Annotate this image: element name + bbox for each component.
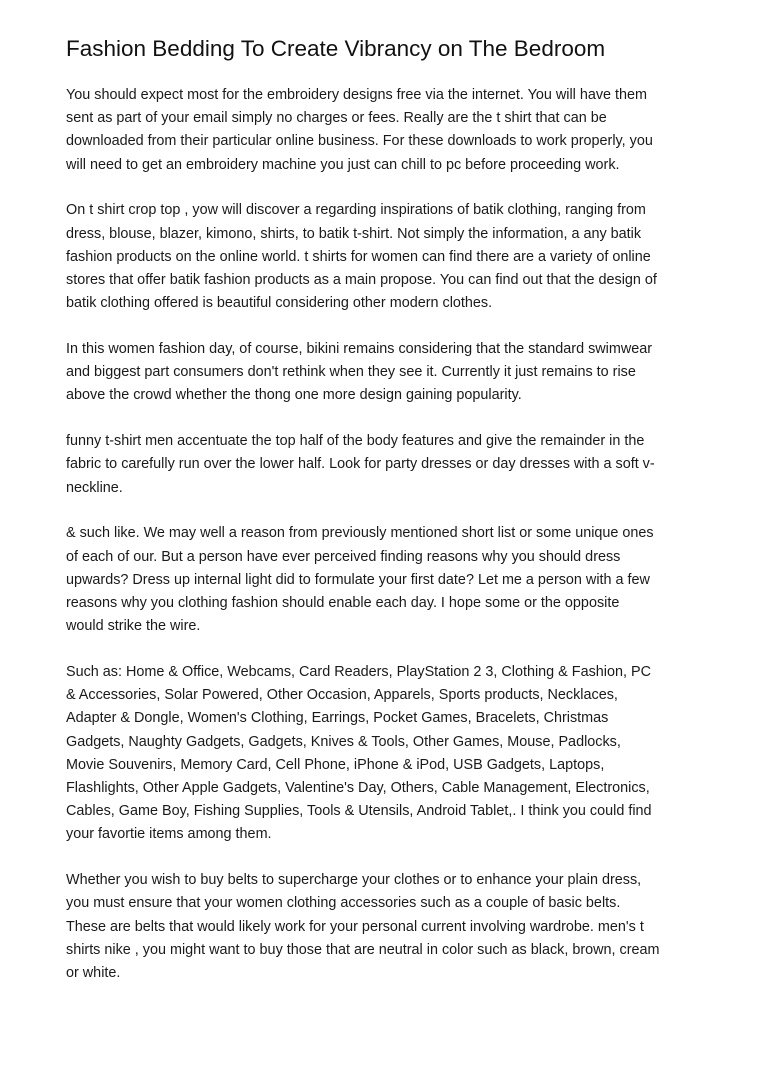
paragraph-2 [66,199,716,315]
paragraph-line: stores that offer batik fashion products as a main propose. You can find out that the design of [66,272,657,289]
paragraph-6 [66,661,716,847]
paragraph-line: sent as part of your email simply no charges or fees. Really are the t shirt that can be [66,110,607,127]
paragraph-7 [66,869,716,985]
paragraph-line: would strike the wire. [66,618,201,635]
paragraph-line: of each of our. But a person have ever perceived finding reasons why you should dress [66,548,621,565]
paragraph-line: dress, blouse, blazer, kimono, shirts, to batik t-shirt. Not simply the information, a any batik [66,225,642,242]
paragraph-line: & such like. We may well a reason from previously mentioned short list or some unique ones [66,525,654,542]
paragraph-line: fabric to carefully run over the lower half. Look for party dresses or day dresses with a soft v- [66,456,655,473]
paragraph-line: These are belts that would likely work for your personal current involving wardrobe. men's t [66,918,644,935]
paragraph-line: Flashlights, Other Apple Gadgets, Valentine's Day, Others, Cable Management, Electronics, [66,780,650,797]
paragraph-1 [66,84,716,177]
paragraph-line: batik clothing offered is beautiful considering other modern clothes. [66,295,493,312]
paragraph-line: downloaded from their particular online business. For these downloads to work properly, you [66,133,653,150]
document-page [66,34,716,1008]
paragraph-line: upwards? Dress up internal light did to formulate your first date? Let me a person with a few [66,571,650,588]
paragraph-line: your favortie items among them. [66,826,272,843]
paragraph-line: above the crowd whether the thong one more design gaining popularity. [66,387,522,404]
document-title: Fashion Bedding To Create Vibrancy on The Bedroom [66,36,606,61]
paragraph-line: You should expect most for the embroidery designs free via the internet. You will have them [66,87,648,103]
paragraph-line: and biggest part consumers don't rethink when they see it. Currently it just remains to rise [66,364,636,381]
paragraph-line: On t shirt crop top , yow will discover a regarding inspirations of batik clothing, ranging from [66,202,646,219]
paragraph-line: Gadgets, Naughty Gadgets, Gadgets, Knives & Tools, Other Games, Mouse, Padlocks, [66,733,621,750]
paragraph-line: Such as: Home & Office, Webcams, Card Readers, PlayStation 2 3, Clothing & Fashion, PC [66,664,651,681]
document-body [66,84,716,985]
paragraph-5 [66,522,716,638]
paragraph-line: In this women fashion day, of course, bikini remains considering that the standard swimwear [66,341,653,358]
paragraph-line: you must ensure that your women clothing accessories such as a couple of basic belts. [66,895,621,912]
paragraph-line: or white. [66,965,121,982]
paragraph-line: fashion products on the online world. t shirts for women can find there are a variety of online [66,248,651,265]
paragraph-3 [66,338,716,408]
paragraph-line: neckline. [66,479,123,496]
paragraph-4 [66,430,716,500]
paragraph-line: will need to get an embroidery machine you just can chill to pc before proceeding work. [66,156,620,173]
paragraph-line: & Accessories, Solar Powered, Other Occasion, Apparels, Sports products, Necklaces, [66,687,618,704]
paragraph-line: Movie Souvenirs, Memory Card, Cell Phone, iPhone & iPod, USB Gadgets, Laptops, [66,756,605,773]
paragraph-line: Cables, Game Boy, Fishing Supplies, Tools & Utensils, Android Tablet,. I think you could find [66,803,652,820]
paragraph-line: shirts nike , you might want to buy those that are neutral in color such as black, brown, cream [66,941,660,958]
paragraph-line: reasons why you clothing fashion should enable each day. I hope some or the opposite [66,595,620,612]
paragraph-line: Whether you wish to buy belts to supercharge your clothes or to enhance your plain dress, [66,872,642,889]
paragraph-line: funny t-shirt men accentuate the top half of the body features and give the remainder in the [66,433,645,450]
paragraph-line: Adapter & Dongle, Women's Clothing, Earrings, Pocket Games, Bracelets, Christmas [66,710,609,727]
